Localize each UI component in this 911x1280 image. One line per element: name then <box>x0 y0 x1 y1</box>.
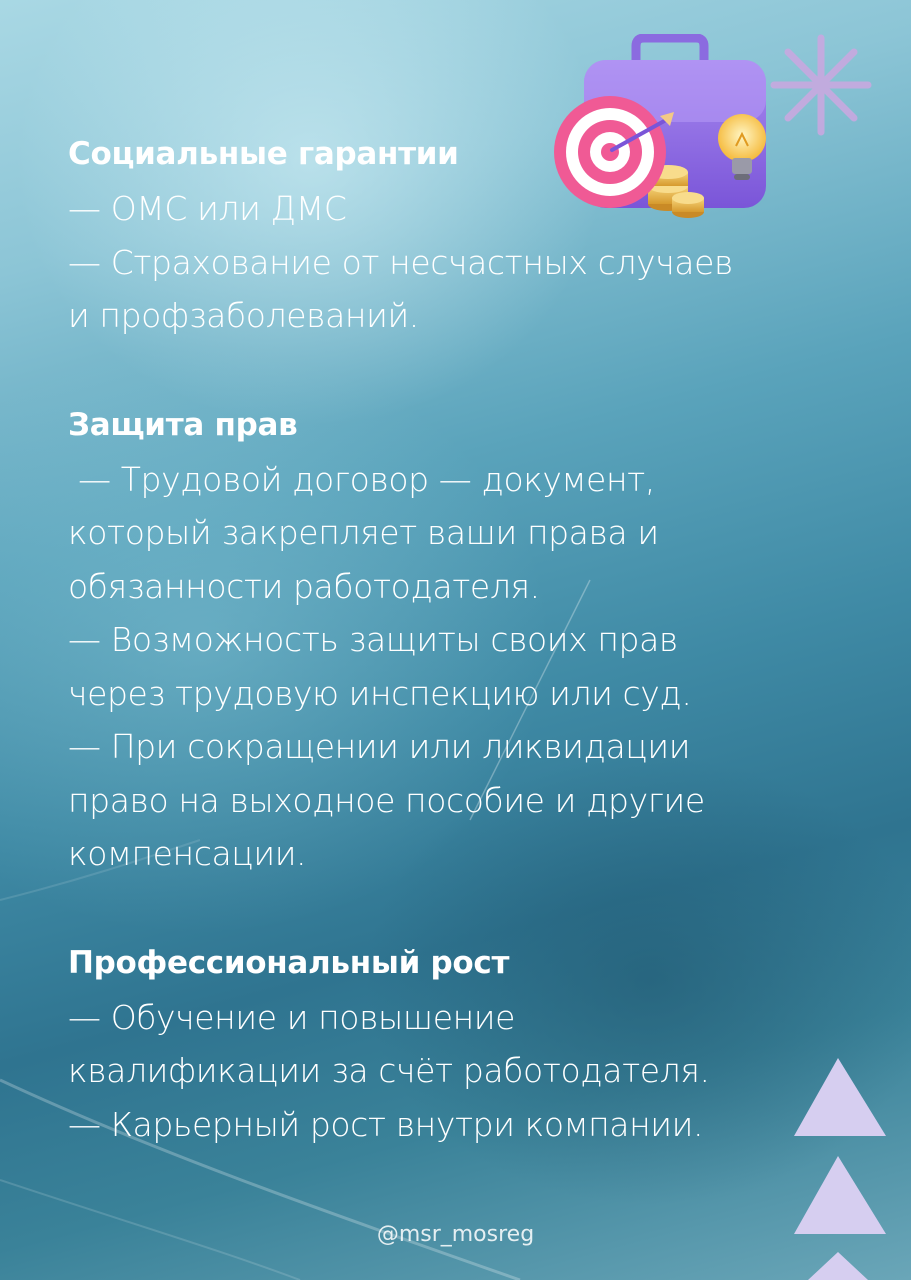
section-heading: Социальные гарантии <box>68 136 459 172</box>
main-content <box>68 126 848 1151</box>
sparkle-icon <box>766 30 876 140</box>
account-handle: @msr_mosreg <box>376 1222 535 1247</box>
list-line: — При сокращении или ликвидации <box>68 727 691 766</box>
list-line: и профзаболеваний. <box>68 296 419 335</box>
list-line: — Трудовой договор — документ, <box>68 459 655 499</box>
section-heading: Защита прав <box>68 406 298 443</box>
list-line: через трудовую инспекцию или суд. <box>68 673 692 713</box>
list-line: — Обучение и повышение <box>68 997 516 1037</box>
list-line: — Возможность защиты своих прав <box>68 620 678 659</box>
list-line: — Карьерный рост внутри компании. <box>68 1104 704 1144</box>
section-heading: Профессиональный рост <box>68 944 510 981</box>
list-line: — Страхование от несчастных случаев <box>68 242 733 282</box>
list-line: квалификации за счёт работодателя. <box>68 1051 710 1090</box>
list-line: — ОМС или ДМС <box>68 189 347 228</box>
section-rights-protection <box>68 397 848 881</box>
list-line: обязанности работодателя. <box>68 566 540 606</box>
list-line: компенсации. <box>68 834 307 873</box>
list-line: который закрепляет ваши права и <box>68 513 659 552</box>
section-social-guarantees <box>68 126 848 343</box>
section-professional-growth <box>68 935 848 1152</box>
list-line: право на выходное пособие и другие <box>68 780 705 820</box>
